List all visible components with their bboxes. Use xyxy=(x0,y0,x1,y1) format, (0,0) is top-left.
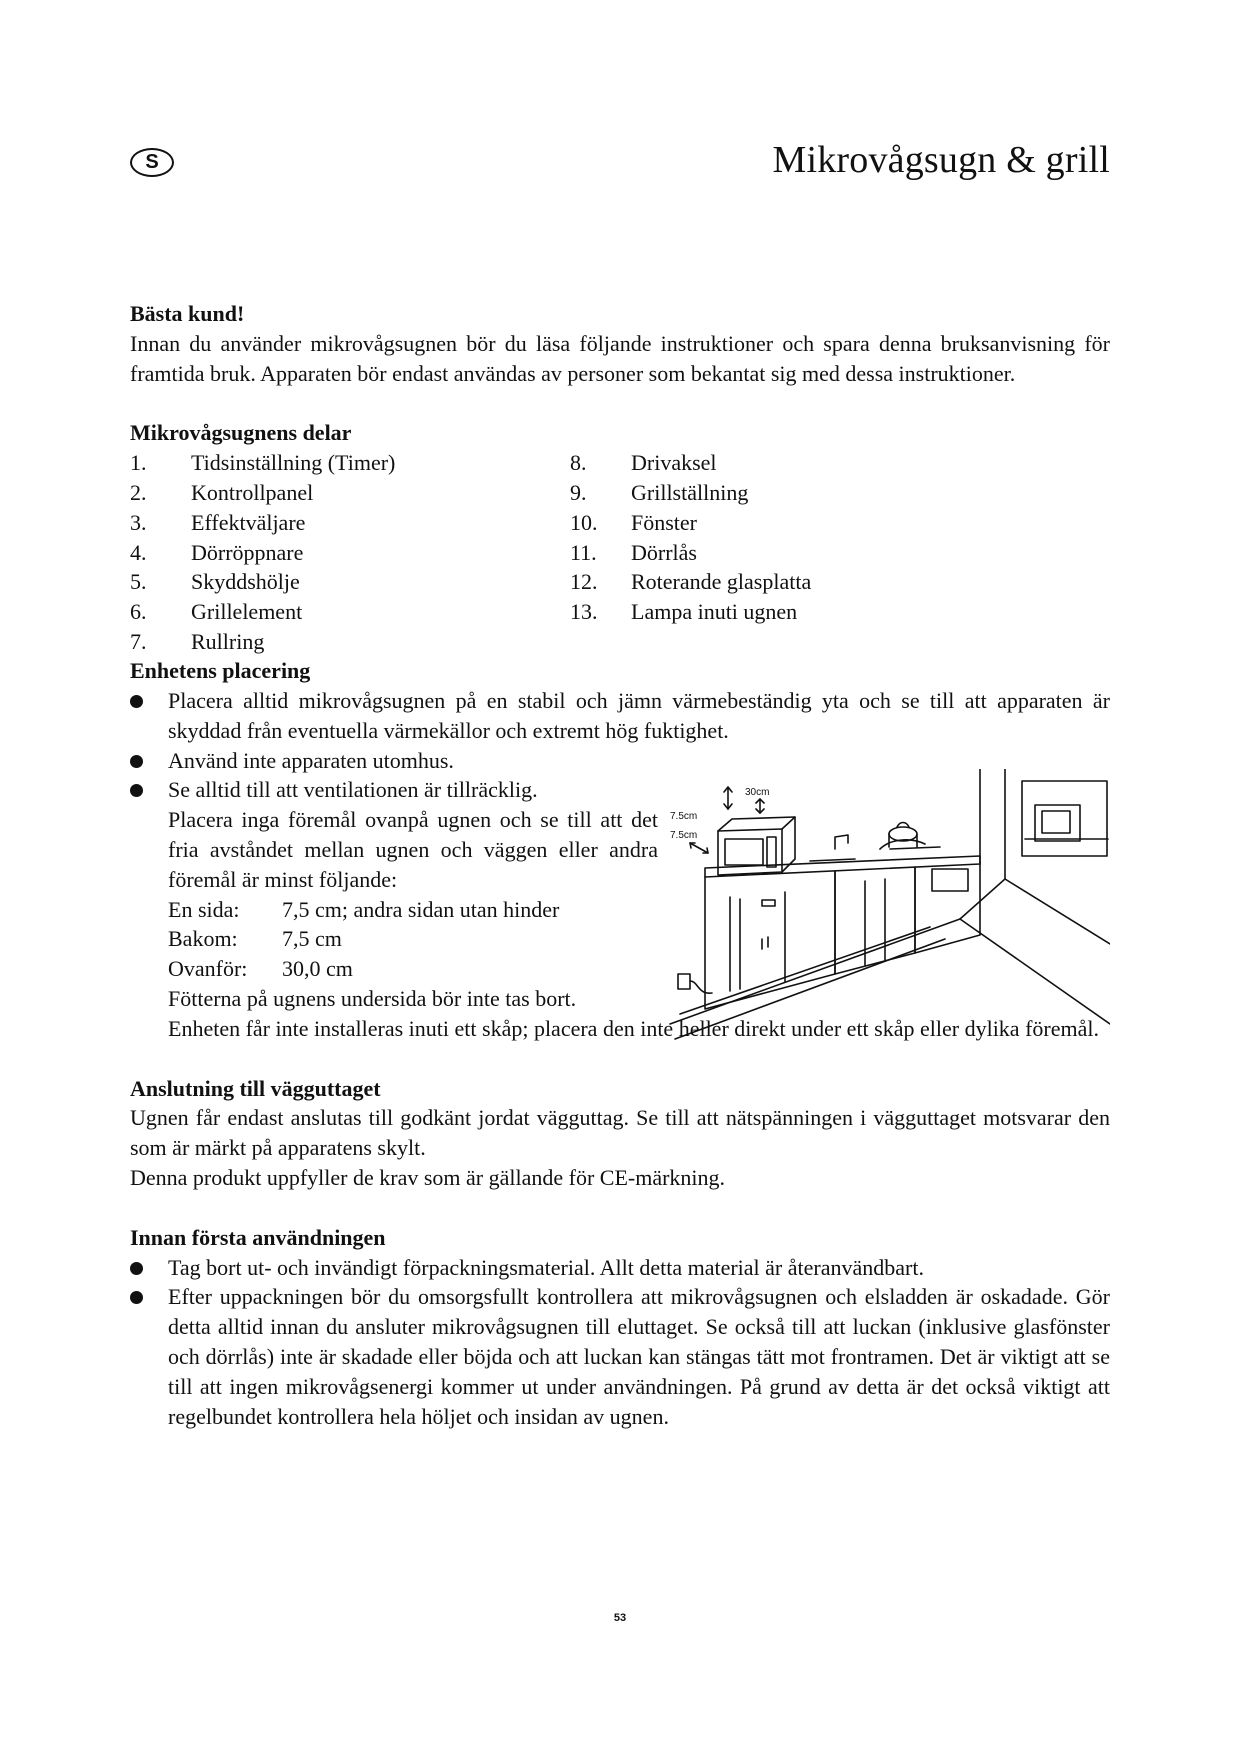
list-item: 5. Skyddshölje xyxy=(130,569,300,595)
list-item: 3. Effektväljare xyxy=(130,509,306,535)
placement-heading: Enhetens placering xyxy=(130,658,311,684)
parts-list-left xyxy=(130,448,395,657)
bullet-icon xyxy=(130,1291,143,1304)
ventilation-block xyxy=(130,775,1110,1043)
parts-list-right xyxy=(570,448,811,627)
first-use-section xyxy=(130,1223,1110,1432)
list-item: Använd inte apparaten utomhus. xyxy=(130,746,1110,776)
list-item: Se alltid till att ventilationen är tillräcklig. Placera inga föremål ovanpå ugnen och se till att det fria avståndet mellan ugnen och väggen eller andra föremål är minst följande: En sida: 7,5 cm; andra sidan utan hinder Bakom: 7,5 cm Ovanför: 30,0 cm Fötterna på ugnens undersida bör inte tas bort. xyxy=(130,775,1110,1013)
connection-text: Ugnen får endast anslutas till godkänt jordat vägguttag. Se till att nätspänningen i vägguttaget motsvarar den som är märkt på apparatens skylt. xyxy=(130,1105,1110,1161)
list-item: 6. Grillelement xyxy=(130,599,303,625)
distance-row: En sida: 7,5 cm; andra sidan utan hinder xyxy=(168,896,560,922)
bullet-icon xyxy=(130,755,143,768)
intro-text: Innan du använder mikrovågsugnen bör du läsa följande instruktioner och spara denna bruksanvisning för framtida bruk. Apparaten bör endast användas av personer som bekantat sig med dessa instruktioner. xyxy=(130,330,1110,386)
top-clearance-label: 30cm xyxy=(745,787,770,799)
list-item: 10. Fönster xyxy=(570,509,697,535)
placement-section xyxy=(130,656,1110,1043)
parts-list xyxy=(130,448,1110,656)
bullet-icon xyxy=(130,1262,143,1275)
cabinet-note: Enheten får inte installeras inuti ett skåp; placera den inte heller direkt under ett skåp eller dylika föremål. xyxy=(168,1015,1099,1041)
list-item: 7. Rullring xyxy=(130,628,265,654)
list-item: Tag bort ut- och invändigt förpackningsmaterial. Allt detta material är återanvändbart. xyxy=(130,1253,1110,1283)
list-item: 1. Tidsinställning (Timer) xyxy=(130,450,396,476)
ce-note: Denna produkt uppfyller de krav som är gällande för CE-märkning. xyxy=(130,1164,726,1190)
list-item: 13. Lampa inuti ugnen xyxy=(570,599,798,625)
list-item: 9. Grillställning xyxy=(570,479,749,505)
page-title: Mikrovågsugn & grill xyxy=(772,139,1110,181)
intro-section xyxy=(130,299,1110,388)
parts-section xyxy=(130,418,1110,656)
list-item: Efter uppackningen bör du omsorgsfullt kontrollera att mikrovågsugnen och elsladden är oskadade. Gör detta alltid innan du ansluter mikrovågsugnen till eluttaget. Se också till att luckan (inklusive glasfönster och dörrlås) inte är skadade eller böjda och att luckan kan stängas tätt mot frontramen. Det är viktigt att se till att ingen mikrovågsenergi kommer ut under användningen. På grund av detta är det också viktigt att regelbundet kontrollera hela höljet och insidan av ugnen. xyxy=(130,1282,1110,1431)
connection-heading: Anslutning till vägguttaget xyxy=(130,1075,381,1101)
parts-heading: Mikrovågsugnens delar xyxy=(130,420,352,446)
list-item: 4. Dörröppnare xyxy=(130,539,304,565)
bullet-icon xyxy=(130,784,143,797)
bullet-icon xyxy=(130,695,143,708)
list-item: 11. Dörrlås xyxy=(570,539,697,565)
side-clearance-label: 7.5cm xyxy=(670,811,698,823)
page-number: 53 xyxy=(613,1612,627,1624)
kitchen-illustration xyxy=(660,769,1110,1049)
first-use-heading: Innan första användningen xyxy=(130,1224,386,1250)
list-item: 8. Drivaksel xyxy=(570,450,717,476)
connection-section xyxy=(130,1074,1110,1193)
language-badge: S xyxy=(130,148,174,177)
intro-heading: Bästa kund! xyxy=(130,301,245,326)
list-item: Placera alltid mikrovågsugnen på en stabil och jämn värmebeständig yta och se till att apparaten är skyddad från eventuella värmekällor och extremt hög fuktighet. xyxy=(130,686,1110,746)
list-item: 2. Kontrollpanel xyxy=(130,479,314,505)
list-item: 12. Roterande glasplatta xyxy=(570,569,812,595)
page-content xyxy=(130,299,1110,1431)
distance-row: Ovanför: 30,0 cm xyxy=(168,956,353,982)
back-clearance-label: 7.5cm xyxy=(670,830,698,842)
distance-row: Bakom: 7,5 cm xyxy=(168,926,342,952)
